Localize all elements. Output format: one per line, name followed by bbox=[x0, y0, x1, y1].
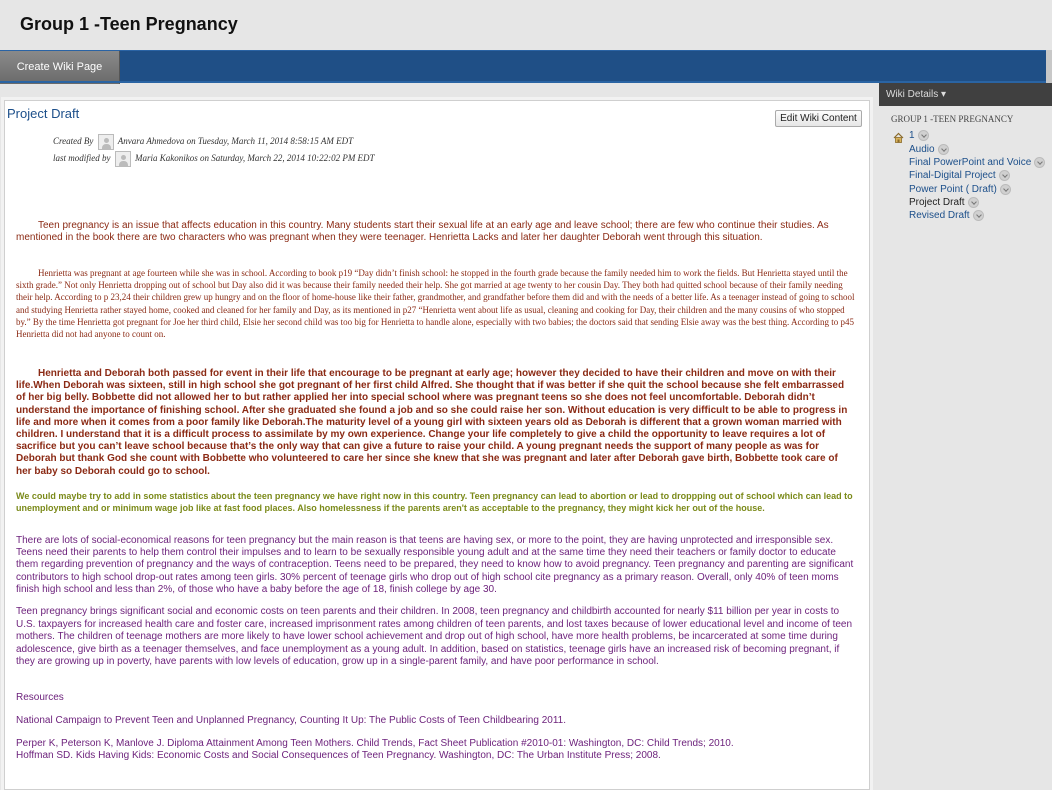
edit-wiki-content-button[interactable]: Edit Wiki Content bbox=[775, 110, 862, 127]
wiki-page-power-point-draft[interactable]: Power Point ( Draft) bbox=[909, 184, 1011, 195]
paragraph: Henrietta was pregnant at age fourteen while she was in school. According to book p19 “Day didn’t finish school: he stopped in the fourth grade because the family needed him to work the fields. But Henrietta stayed until the sixth grade.” Not only Henrietta dropping out of school but Day also did it was because their family needed their help. She got married at age twenty to her cousin Day. They both had quitted school because of their family needing their help. According to p 23,24 their children grew up hungry and on the floor of home-house like their father, grandmother, and grandfather before them did and with the needs of a better life. As a teenager instead of going to school and studying Henrietta rather stayed home, cooked and cleaned for her family and Day, as its mentioned in p27 “Henrietta went about life as usual, cleaning and cooking for Day, their children and the many cousins of who stopped by.” By the time Henrietta got pregnant for Joe her third child, Elsie her second child was too big for Henrietta to handle alone, especially with two babies; the doctors said that sending Elsie away was the best thing. According to p45 Henrietta did not had anyone to count on. bbox=[16, 268, 855, 340]
avatar bbox=[115, 151, 131, 167]
paragraph: There are lots of social-economical reasons for teen pregnancy but the main reason is that teens are having sex, or more to the point, they are having unprotected and irresponsible sex. Teens need their parents to help them control their impulses and to learn to be sexually responsible young adult and at the same time they need their teachers or family doctor to educate them regarding prevention of pregnancy and the ways of contraception. Teens need to be prepared, they need to know how to avoid pregnancy. Teen pregnancy and parenting are significant contributors to high school drop-out rates among teen girls. 30% percent of teenage girls who drop out of high school cite pregnancy as a primary reason. Overall, only 40% of teen moms finish high school and less than 2%, of those who have a baby before the age of 18, finish college by age 30. bbox=[16, 535, 854, 595]
wiki-details-sidebar bbox=[879, 83, 1052, 774]
wiki-page-audio[interactable]: Audio bbox=[909, 144, 949, 155]
avatar bbox=[98, 134, 114, 150]
chevron-down-icon[interactable] bbox=[918, 130, 929, 141]
reference: Perper K, Peterson K, Manlove J. Diploma Attainment Among Teen Mothers. Child Trends, Fact Sheet Publication #2010-01: Washington, DC: Child Trends; 2010. bbox=[16, 738, 734, 749]
wiki-content-panel bbox=[4, 100, 870, 790]
paragraph: Teen pregnancy brings significant social and economic costs on teen parents and their children. In 2008, teen pregnancy and childbirth accounted for nearly $11 billion per year in costs to U.S. taxpayers for increased health care and foster care, increased imprisonment rates among children of teen parents, and lost taxes because of lower educational level and income of teen mothers. The children of teenage mothers are more likely to have lower school achievement and drop out of high school, have more health problems, be incarcerated at some time during adolescence, give birth as a teenager themselves, and face unemployment as a young adult. In addition, based on statistics, teenage girls have an increased risk of becoming pregnant, if they are growing up in poverty, have parents with low levels of education, grow up in a single-parent family, and have poor performance in school. bbox=[16, 606, 853, 668]
top-header bbox=[0, 0, 1052, 50]
created-by-text: Anvara Ahmedova on Tuesday, March 11, 2014 8:58:15 AM EDT bbox=[117, 136, 354, 147]
scrollbar[interactable] bbox=[1046, 50, 1052, 83]
created-by-label: Created By bbox=[53, 136, 94, 147]
created-by-line bbox=[53, 134, 353, 150]
modified-by-text: Maria Kakonikos on Saturday, March 22, 2014 10:22:02 PM EDT bbox=[135, 153, 375, 164]
chevron-down-icon[interactable] bbox=[1000, 184, 1011, 195]
reference: Hoffman SD. Kids Having Kids: Economic Costs and Social Consequences of Teen Pregnancy. Washington, DC: The Urban Institute Press; 2008. bbox=[16, 750, 661, 761]
modified-by-line bbox=[53, 151, 375, 167]
wiki-page-project-draft[interactable]: Project Draft bbox=[909, 197, 979, 208]
home-icon bbox=[893, 132, 904, 143]
paragraph: Teen pregnancy is an issue that affects education in this country. Many students start their sexual life at an early age and leave school; there are few who continue their studies. As mentioned in the book there are two characters who was pregnant when they were teenager. Henrietta Lacks and later her daughter Deborah went through this situation. bbox=[16, 220, 829, 243]
paragraph: We could maybe try to add in some statistics about the teen pregnancy we have right now in this country. Teen pregnancy can lead to abortion or lead to droppping out of school which can lead to unemployment and or minimum wage job like at fast food places. Also homelessness if the parents aren't as acceptable to the pregnancy, they might kick her out of the house. bbox=[16, 491, 853, 513]
chevron-down-icon[interactable] bbox=[999, 170, 1010, 181]
modified-by-label: last modified by bbox=[53, 153, 111, 164]
wiki-page-final-powerpoint[interactable]: Final PowerPoint and Voice bbox=[909, 157, 1045, 168]
chevron-down-icon[interactable] bbox=[938, 144, 949, 155]
wiki-page-revised-draft[interactable]: Revised Draft bbox=[909, 210, 984, 221]
create-wiki-page-button[interactable]: Create Wiki Page bbox=[0, 51, 120, 84]
resources-heading: Resources bbox=[16, 692, 64, 703]
reference: National Campaign to Prevent Teen and Unplanned Pregnancy, Counting It Up: The Public Costs of Teen Childbearing 2011. bbox=[16, 715, 566, 726]
wiki-page-title: Project Draft bbox=[7, 106, 80, 121]
chevron-down-icon[interactable] bbox=[968, 197, 979, 208]
page-title: Group 1 -Teen Pregnancy bbox=[20, 14, 238, 34]
paragraph: Henrietta and Deborah both passed for event in their life that encourage to be pregnant at early age; however they decided to have their children and move on with their life.When Deborah was sixteen, still in high school she got pregnant of her first child Alfred. She thought that if was better if she quit the school because she felt embarrassed of her big belly. Bobbette did not allowed her to but rather applied her into special school where was pregnant teens so she does not feel uncomfortable. Deborah didn’t understand the importance of finishing school. After she graduated she found a job and so she could raise her son. Without education is very difficult to be able to progress in life and more when it comes from a poor family like Deborah.The maturity level of a young girl with sixteen years old as Deborah is different that a grown woman married with children. I understand that it is a difficult process to assimilate by my own experience. Change your life completely to give a child the opportunity to leave requires a lot of sacrifice but you can’t leave school because that’s the only way that can give a future to raise your child. A young pregnant needs the support of many people as was for Deborah but thank God she count with Bobbette who volunteered to care her since she knew that she was pregnant and later after Deborah gave birth, Bobbette took care of her baby so Deborah could go to school. bbox=[16, 368, 848, 477]
chevron-down-icon: ▾ bbox=[941, 89, 947, 100]
action-bar bbox=[0, 50, 1052, 83]
chevron-down-icon[interactable] bbox=[1034, 157, 1045, 168]
reference-list bbox=[16, 738, 856, 762]
wiki-group-name: GROUP 1 -TEEN PREGNANCY bbox=[891, 114, 1014, 124]
chevron-down-icon[interactable] bbox=[973, 210, 984, 221]
wiki-details-header[interactable]: Wiki Details ▾ bbox=[879, 83, 1052, 106]
wiki-page-final-digital[interactable]: Final-Digital Project bbox=[909, 170, 1010, 181]
wiki-root-item[interactable]: 1 bbox=[909, 130, 929, 141]
